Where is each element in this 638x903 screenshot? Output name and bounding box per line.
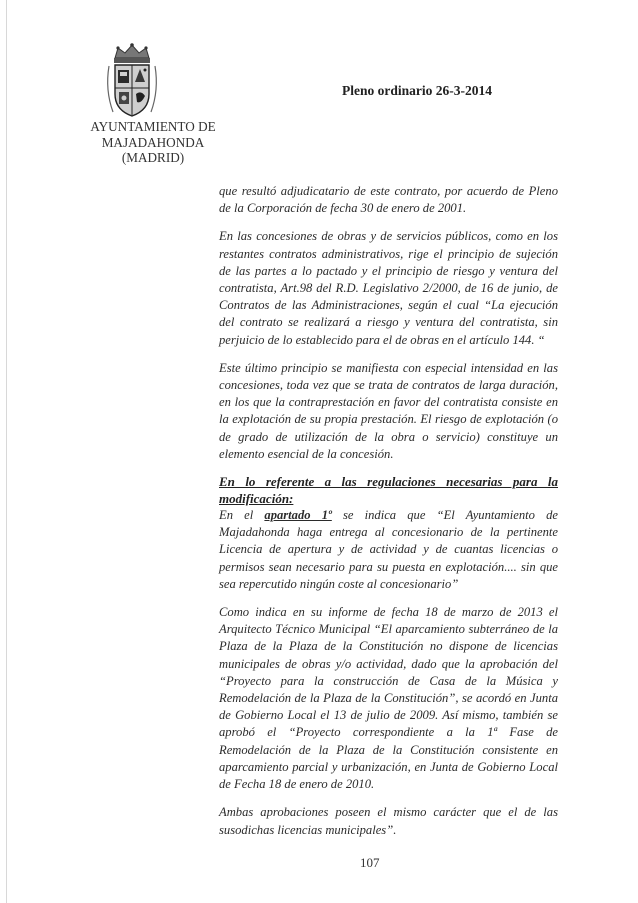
municipality-name — [82, 119, 224, 166]
org-line-3: (MADRID) — [121, 150, 185, 165]
paragraph-4 — [219, 507, 558, 593]
document-body — [219, 183, 558, 839]
paragraph-1: que resultó adjudicatario de este contrato, por acuerdo de Pleno de la Corporación de fecha 30 de enero de 2001. — [219, 184, 558, 216]
coat-of-arms-logo — [101, 42, 163, 120]
paragraph-2: En las concesiones de obras y de servicios públicos, como en los restantes contratos administrativos, rige el principio de sujeción de las partes a lo pactado y el principio de riesgo y ventura del contratista, Art.98 del R.D. Legislativo 2/2000, de 16 de junio, de Contratos de las Administraciones, según el cual “La ejecución del contrato se realizará a riesgo y ventura del contratista, sin perjuicio de lo establecido para el de obras en el artículo 144. “ — [219, 229, 558, 347]
paragraph-6: Ambas aprobaciones poseen el mismo carácter que el de las susodichas licencias municipales”. — [219, 805, 558, 837]
paragraph-3: Este último principio se manifiesta con especial intensidad en las concesiones, toda vez que se trata de contratos de larga duración, en los que la contraprestación en favor del contratista consiste en la explotación de su propia prestación. El riesgo de explotación (o de grado de utilización de la obra o servicio) constituye un elemento esencial de la concesión. — [219, 360, 558, 461]
org-line-1: AYUNTAMIENTO DE — [90, 119, 216, 134]
section-heading: En lo referente a las regulaciones necesarias para la modificación: — [219, 474, 558, 507]
paragraph-5: Como indica en su informe de fecha 18 de marzo de 2013 el Arquitecto Técnico Municipal “El aparcamiento subterráneo de la Plaza de la Plaza de la Constitución no dispone de licencias municipales de obras y/o actividad, dado que la aprobación del “Proyecto para la construcción de Casa de la Música y Remodelación de la Plaza de la Constitución”, se acordó en Junta de Gobierno Local el 13 de julio de 2009. Así mismo, también se aprobó el “Proyecto correspondiente a la 1ª Fase de Remodelación de la Plaza de la Constitución consistente en aparcamiento parcial y urbanización, en Junta de Gobierno Local de Fecha 18 de enero de 2010. — [219, 605, 558, 792]
paragraph-4-text: se indica que “El Ayuntamiento de Majadahonda haga entrega al concesionario de la pertinente Licencia de apertura y de actividad y de cuantas licencias o permisos sean necesario para su puesta en explotación.... sin que sea repercutido ningún coste al concesionario” — [219, 508, 558, 591]
scan-margin-line — [6, 0, 7, 903]
session-title: Pleno ordinario 26-3-2014 — [342, 83, 492, 98]
page-number: 107 — [360, 855, 380, 870]
paragraph-4-reference: apartado 1º — [264, 508, 332, 523]
org-line-2: MAJADAHONDA — [101, 134, 205, 150]
paragraph-4-intro: En el — [219, 508, 265, 523]
